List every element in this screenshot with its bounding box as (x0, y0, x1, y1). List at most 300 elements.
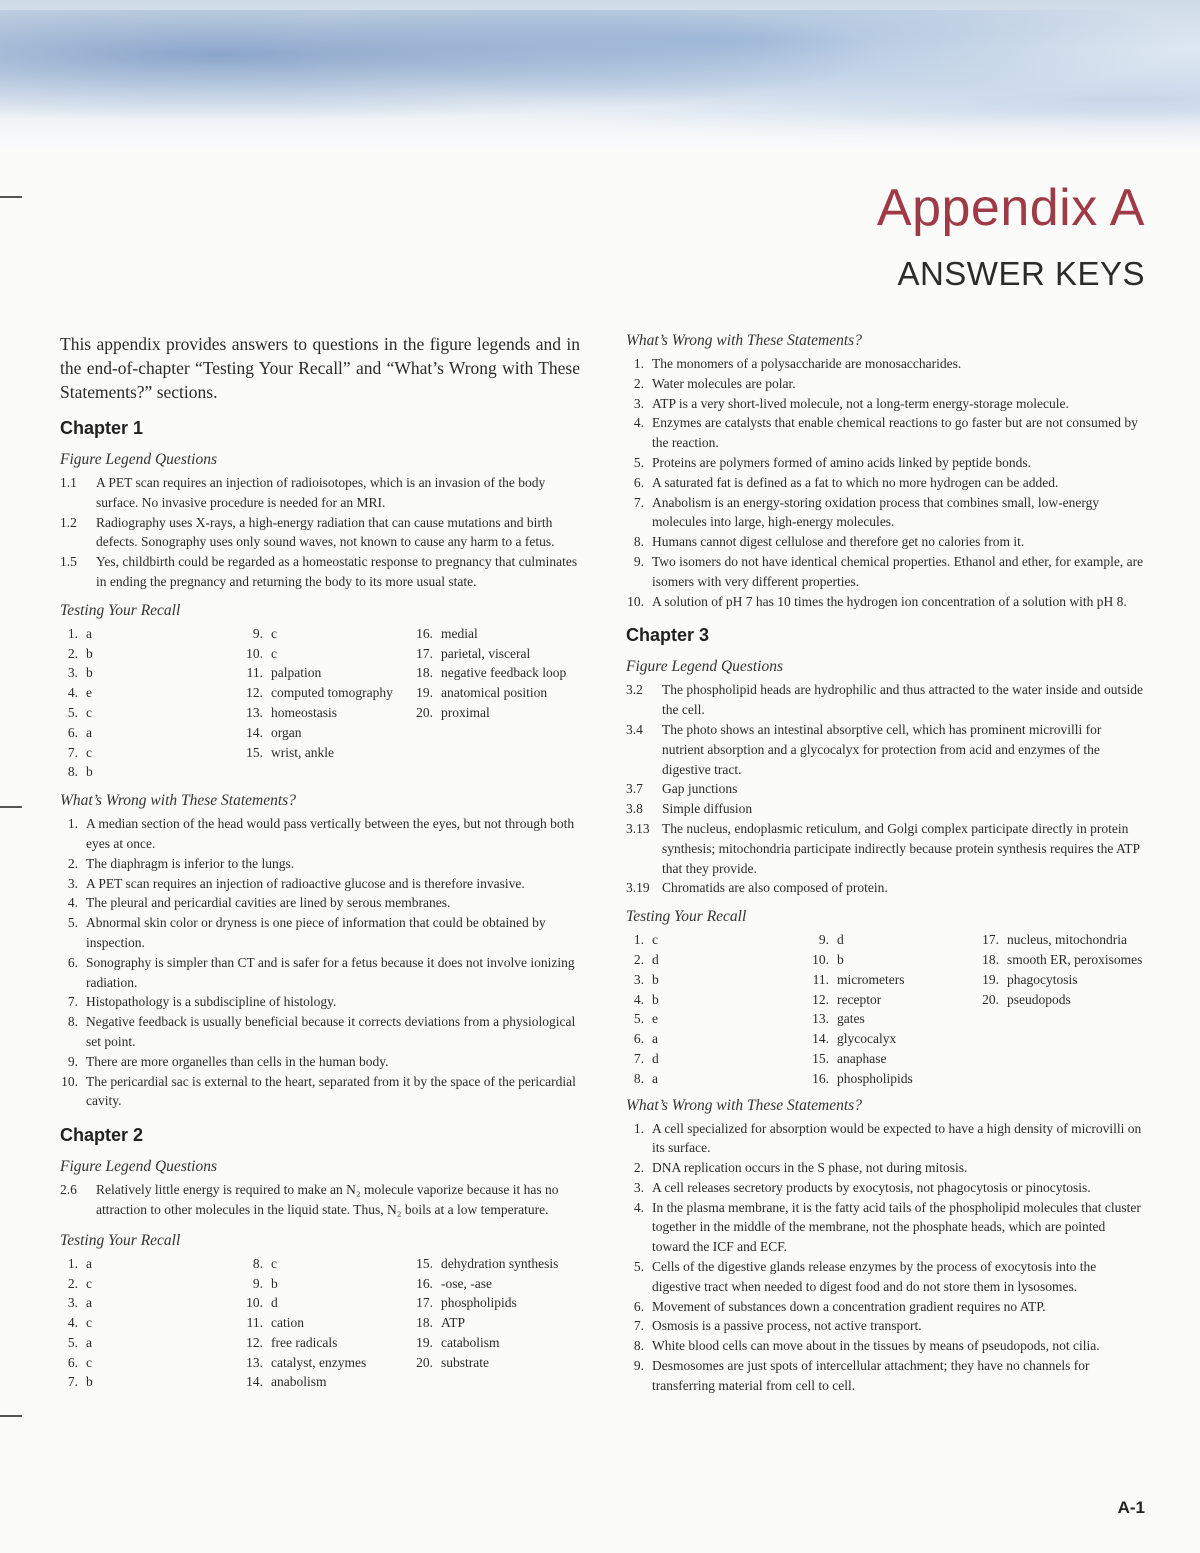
list-item (626, 552, 1146, 592)
list-item (626, 493, 1146, 533)
item-number: 2. (633, 375, 644, 391)
item-number: 8. (67, 1014, 78, 1030)
list-item (60, 473, 580, 513)
item-number: 3.19 (626, 880, 650, 896)
list-item (626, 1336, 1146, 1356)
recall-answer (60, 1254, 245, 1274)
item-number: 9. (67, 1053, 78, 1069)
item-text: d (652, 1050, 659, 1066)
item-text: a (86, 724, 92, 740)
item-text: nucleus, mitochondria (1007, 932, 1127, 948)
item-text: smooth ER, peroxisomes (1007, 951, 1143, 967)
whats-wrong-heading: What’s Wrong with These Statements? (626, 332, 862, 349)
recall-answer (811, 970, 981, 990)
edge-mark (0, 196, 22, 198)
recall-column (415, 1254, 580, 1393)
left-column (60, 332, 580, 1398)
recall-answer (811, 1009, 981, 1029)
ch3-whats-wrong-list (626, 1119, 1146, 1396)
item-number: 1. (67, 816, 78, 832)
item-text: Humans cannot digest cellulose and therefore get no calories from it. (652, 534, 1025, 550)
recall-answer (245, 743, 415, 763)
recall-answer (60, 1372, 245, 1392)
item-number: 20. (416, 704, 433, 720)
item-number: 8. (633, 534, 644, 550)
appendix-title: Appendix A (876, 179, 1145, 237)
recall-answer (245, 1254, 415, 1274)
list-item (60, 513, 580, 553)
header-banner (0, 0, 1200, 152)
item-text: In the plasma membrane, it is the fatty acid tails of the phospholipid molecules that cluster together in the middle of the membrane, not the phosphate heads, which are pointed toward the ICF and ECF. (652, 1199, 1141, 1255)
item-text: A cell specialized for absorption would be expected to have a high density of microvilli on its surface. (652, 1120, 1142, 1156)
item-number: 1.5 (60, 554, 77, 570)
item-text: wrist, ankle (271, 744, 334, 760)
item-text: The pericardial sac is external to the heart, separated from it by the space of the pericardial cavity. (86, 1073, 576, 1109)
item-number: 1. (67, 625, 78, 641)
list-item (626, 413, 1146, 453)
list-item (60, 913, 580, 953)
recall-answer (60, 1313, 245, 1333)
recall-answer (811, 1029, 981, 1049)
chapter-2-heading: Chapter 2 (60, 1125, 144, 1146)
item-number: 3. (67, 1295, 78, 1311)
item-number: 13. (246, 1354, 263, 1370)
item-text: b (86, 665, 93, 681)
item-number: 20. (416, 1354, 433, 1370)
ch2-figure-legend-list (60, 1180, 580, 1220)
recall-answer (60, 762, 245, 782)
item-text: The diaphragm is inferior to the lungs. (86, 855, 295, 871)
item-text: b (652, 971, 659, 987)
item-text: substrate (441, 1354, 489, 1370)
recall-answer (811, 990, 981, 1010)
item-number: 10. (627, 593, 644, 609)
item-number: 19. (982, 971, 999, 987)
item-text: Histopathology is a subdiscipline of histology. (86, 994, 337, 1010)
item-number: 1. (633, 932, 644, 948)
item-text: b (652, 991, 659, 1007)
item-number: 9. (252, 1275, 263, 1291)
recall-column (60, 1254, 245, 1393)
list-item (60, 552, 580, 592)
item-number: 6. (633, 1298, 644, 1314)
recall-answer (415, 1353, 580, 1373)
item-number: 5. (633, 1011, 644, 1027)
item-number: 4. (67, 895, 78, 911)
edge-mark (0, 1415, 22, 1417)
item-number: 7. (67, 994, 78, 1010)
list-item (626, 1198, 1146, 1257)
item-text: Abnormal skin color or dryness is one piece of information that could be obtained by inspection. (86, 915, 546, 950)
item-text: Enzymes are catalysts that enable chemical reactions to go faster but are not consumed by the reaction. (652, 415, 1138, 451)
item-text: negative feedback loop (441, 665, 567, 681)
recall-answer (415, 683, 580, 703)
recall-answer (626, 1029, 811, 1049)
item-text: a (86, 625, 92, 641)
recall-answer (245, 624, 415, 644)
recall-answer (415, 644, 580, 664)
item-text: c (271, 645, 277, 661)
ch1-whats-wrong-list (60, 814, 580, 1111)
list-item (60, 893, 580, 913)
item-number: 14. (246, 724, 263, 740)
item-number: 9. (252, 625, 263, 641)
item-number: 3. (67, 875, 78, 891)
item-number: 12. (812, 991, 829, 1007)
recall-answer (245, 703, 415, 723)
item-text: Cells of the digestive glands release enzymes by the process of exocytosis into the digestive tract when needed to digest food and do not store them in lysosomes. (652, 1259, 1097, 1294)
recall-column (981, 930, 1146, 1088)
item-number: 7. (67, 744, 78, 760)
item-number: 2. (67, 645, 78, 661)
item-number: 1.1 (60, 475, 77, 490)
item-number: 16. (812, 1070, 829, 1086)
item-number: 19. (416, 1334, 433, 1350)
item-text: Osmosis is a passive process, not active transport. (652, 1318, 922, 1334)
recall-answer (811, 930, 981, 950)
item-text: The photo shows an intestinal absorptive cell, which has prominent microvilli for nutrient absorption and a glycocalyx for protection from acid and enzymes of the digestive tract. (662, 721, 1102, 777)
item-text: proximal (441, 704, 490, 720)
item-number: 3. (633, 971, 644, 987)
item-number: 6. (633, 474, 644, 490)
list-item (626, 1178, 1146, 1198)
right-column (626, 332, 1146, 1396)
item-text: d (652, 951, 659, 967)
list-item (626, 354, 1146, 374)
item-text: receptor (837, 991, 882, 1007)
item-number: 1.2 (60, 514, 77, 530)
item-number: 2. (633, 1160, 644, 1176)
recall-answer (245, 1333, 415, 1353)
item-text: Relatively little energy is required to make an N₂ molecule vaporize because it has no attraction to other molecules in the liquid state. Thus, N₂ boils at a low temperature. (96, 1182, 559, 1217)
item-text: b (271, 1275, 278, 1291)
item-number: 6. (67, 954, 78, 970)
recall-answer (626, 930, 811, 950)
list-item (626, 779, 1146, 799)
list-item (626, 473, 1146, 493)
item-text: dehydration synthesis (441, 1255, 559, 1271)
item-text: A solution of pH 7 has 10 times the hydrogen ion concentration of a solution with pH 8. (652, 593, 1127, 609)
ch2-recall-grid (60, 1254, 580, 1393)
item-text: anabolism (271, 1374, 327, 1390)
recall-answer (811, 1069, 981, 1089)
list-item (626, 720, 1146, 779)
ch3-figure-legend-list (626, 680, 1146, 898)
whats-wrong-heading: What’s Wrong with These Statements? (626, 1096, 862, 1114)
recall-answer (60, 1353, 245, 1373)
recall-answer (60, 624, 245, 644)
recall-answer (60, 703, 245, 723)
list-item (60, 1180, 580, 1220)
item-number: 12. (246, 1334, 263, 1350)
list-item (626, 1356, 1146, 1396)
item-number: 11. (812, 971, 829, 987)
recall-answer (60, 663, 245, 683)
item-number: 2. (67, 855, 78, 871)
item-text: catabolism (441, 1334, 500, 1350)
testing-recall-heading: Testing Your Recall (626, 908, 747, 926)
testing-recall-heading: Testing Your Recall (60, 601, 181, 619)
figure-legend-heading: Figure Legend Questions (626, 658, 783, 676)
recall-answer (60, 683, 245, 703)
item-text: a (652, 1031, 658, 1047)
item-number: 3. (633, 1179, 644, 1195)
item-number: 8. (252, 1255, 263, 1271)
item-text: Desmosomes are just spots of intercellular attachment; they have no channels for transferring material from cell to cell. (652, 1358, 1090, 1393)
list-item (626, 1257, 1146, 1297)
item-number: 18. (416, 1315, 433, 1331)
chapter-1-heading: Chapter 1 (60, 418, 144, 438)
item-number: 5. (67, 704, 78, 720)
item-number: 5. (67, 915, 78, 931)
item-number: 3. (67, 665, 78, 681)
recall-column (415, 624, 580, 782)
item-number: 4. (633, 1199, 644, 1215)
recall-column (811, 930, 981, 1088)
item-text: medial (441, 625, 478, 641)
recall-answer (245, 1372, 415, 1392)
item-number: 9. (633, 553, 644, 569)
list-item (60, 992, 580, 1012)
item-text: Radiography uses X-rays, a high-energy radiation that can cause mutations and birth defects. Sonography uses only sound waves, not known to cause any harm to a fetus. (96, 514, 555, 550)
item-number: 14. (246, 1374, 263, 1390)
item-text: e (86, 685, 92, 701)
item-number: 16. (416, 1275, 433, 1291)
item-number: 6. (67, 724, 78, 740)
list-item (626, 394, 1146, 414)
recall-answer (415, 1333, 580, 1353)
item-number: 5. (633, 1259, 644, 1275)
item-number: 20. (982, 991, 999, 1007)
item-number: 8. (633, 1070, 644, 1086)
item-text: Simple diffusion (662, 801, 753, 817)
item-text: a (652, 1070, 658, 1086)
item-number: 1. (633, 356, 644, 371)
item-number: 13. (812, 1011, 829, 1027)
item-number: 9. (633, 1358, 644, 1374)
item-number: 15. (246, 744, 263, 760)
item-number: 4. (67, 685, 78, 701)
item-number: 5. (67, 1334, 78, 1350)
item-number: 17. (982, 932, 999, 948)
ch2-whats-wrong-list (626, 354, 1146, 611)
item-text: a (86, 1255, 92, 1271)
item-text: The phospholipid heads are hydrophilic and thus attracted to the water inside and outside the cell. (662, 682, 1143, 718)
item-text: micrometers (837, 971, 905, 987)
item-text: c (271, 625, 277, 641)
item-number: 1. (67, 1255, 78, 1271)
item-number: 17. (416, 1295, 433, 1311)
item-text: Chromatids are also composed of protein. (662, 880, 888, 896)
item-text: c (652, 932, 658, 948)
item-text: c (86, 704, 92, 720)
item-text: Yes, childbirth could be regarded as a homeostatic response to pregnancy that culminates in ending the pregnancy and returning the body to its more usual state. (96, 554, 578, 589)
item-text: A saturated fat is defined as a fat to which no more hydrogen can be added. (652, 474, 1059, 490)
item-text: Proteins are polymers formed of amino acids linked by peptide bonds. (652, 454, 1032, 470)
item-number: 17. (416, 645, 433, 661)
item-text: The pleural and pericardial cavities are lined by serous membranes. (86, 895, 451, 911)
recall-answer (981, 930, 1146, 950)
item-text: b (837, 951, 844, 967)
ch1-figure-legend-list (60, 473, 580, 592)
item-text: catalyst, enzymes (271, 1354, 367, 1370)
item-text: c (86, 744, 92, 760)
recall-answer (245, 1274, 415, 1294)
item-number: 9. (818, 932, 829, 948)
recall-answer (60, 1293, 245, 1313)
item-number: 6. (633, 1031, 644, 1047)
item-text: phagocytosis (1007, 971, 1078, 987)
item-number: 3.13 (626, 820, 650, 836)
appendix-subtitle: ANSWER KEYS (897, 255, 1145, 292)
item-text: organ (271, 724, 302, 740)
item-number: 12. (246, 685, 263, 701)
item-number: 10. (812, 951, 829, 967)
list-item (626, 592, 1146, 612)
recall-answer (981, 950, 1146, 970)
item-text: pseudopods (1007, 991, 1071, 1007)
item-text: e (652, 1011, 658, 1027)
item-text: -ose, -ase (441, 1275, 492, 1291)
item-number: 18. (982, 951, 999, 967)
list-item (626, 819, 1146, 878)
chapter-3-heading: Chapter 3 (626, 625, 710, 646)
item-number: 13. (246, 704, 263, 720)
list-item (626, 1316, 1146, 1336)
item-number: 7. (67, 1374, 78, 1390)
recall-answer (60, 644, 245, 664)
item-text: A median section of the head would pass vertically between the eyes, but not through both eyes at once. (86, 816, 575, 851)
list-item (60, 854, 580, 874)
ch1-recall-grid (60, 624, 580, 782)
item-number: 4. (633, 415, 644, 431)
item-text: ATP is a very short-lived molecule, not a long-term energy-storage molecule. (652, 395, 1069, 411)
item-number: 10. (246, 1295, 263, 1311)
recall-answer (626, 1009, 811, 1029)
recall-answer (415, 624, 580, 644)
item-text: b (86, 764, 93, 780)
recall-answer (626, 970, 811, 990)
item-number: 2. (67, 1275, 78, 1291)
recall-answer (626, 1049, 811, 1069)
recall-answer (245, 1353, 415, 1373)
item-number: 15. (812, 1050, 829, 1066)
whats-wrong-heading: What’s Wrong with These Statements? (60, 792, 296, 810)
list-item (60, 1052, 580, 1072)
recall-answer (981, 990, 1146, 1010)
item-text: gates (837, 1011, 865, 1027)
item-text: c (271, 1255, 277, 1271)
item-number: 7. (633, 1050, 644, 1066)
testing-recall-heading: Testing Your Recall (60, 1231, 181, 1249)
recall-column (626, 930, 811, 1088)
list-item (626, 1119, 1146, 1159)
recall-answer (415, 1274, 580, 1294)
recall-answer (60, 1333, 245, 1353)
recall-column (245, 1254, 415, 1393)
recall-answer (981, 970, 1146, 990)
item-text: Negative feedback is usually beneficial because it corrects deviations from a physiological set point. (86, 1014, 576, 1049)
item-text: phospholipids (837, 1070, 913, 1086)
item-text: The nucleus, endoplasmic reticulum, and Golgi complex participate directly in protein synthesis; mitochondria participate indirectly because protein synthesis requires the ATP that they provide. (662, 820, 1140, 876)
item-text: d (271, 1295, 278, 1311)
item-text: Water molecules are polar. (652, 375, 796, 391)
item-number: 10. (61, 1073, 78, 1089)
recall-answer (626, 990, 811, 1010)
item-text: b (86, 1374, 93, 1390)
item-number: 2. (633, 951, 644, 967)
list-item (626, 1158, 1146, 1178)
list-item (626, 680, 1146, 720)
item-text: anaphase (837, 1050, 887, 1066)
recall-answer (245, 663, 415, 683)
ch3-recall-grid (626, 930, 1146, 1088)
recall-column (245, 624, 415, 782)
list-item (626, 453, 1146, 473)
item-number: 18. (416, 665, 433, 681)
item-number: 10. (246, 645, 263, 661)
item-text: homeostasis (271, 704, 337, 720)
list-item (626, 374, 1146, 394)
recall-answer (415, 1313, 580, 1333)
list-item (60, 1072, 580, 1112)
item-text: free radicals (271, 1334, 338, 1350)
list-item (626, 799, 1146, 819)
page-number: A-1 (1117, 1498, 1145, 1517)
recall-answer (626, 1069, 811, 1089)
item-text: Gap junctions (662, 781, 738, 797)
item-text: palpation (271, 665, 322, 681)
item-number: 11. (246, 1315, 263, 1331)
recall-answer (811, 950, 981, 970)
item-text: A PET scan requires an injection of radioisotopes, which is an invasion of the body surface. No invasive procedure is needed for an MRI. (96, 475, 546, 510)
item-number: 3.8 (626, 801, 643, 817)
recall-answer (626, 950, 811, 970)
item-text: Sonography is simpler than CT and is safer for a fetus because it does not involve ionizing radiation. (86, 954, 575, 990)
recall-answer (60, 743, 245, 763)
item-text: computed tomography (271, 685, 393, 701)
recall-answer (60, 1274, 245, 1294)
list-item (60, 1012, 580, 1052)
recall-answer (245, 1313, 415, 1333)
list-item (626, 1297, 1146, 1317)
item-text: White blood cells can move about in the tissues by means of pseudopods, not cilia. (652, 1338, 1100, 1354)
item-number: 3.4 (626, 721, 643, 737)
item-text: d (837, 932, 844, 948)
list-item (60, 953, 580, 993)
item-number: 5. (633, 454, 644, 470)
item-number: 15. (416, 1255, 433, 1271)
recall-column (60, 624, 245, 782)
item-text: cation (271, 1315, 304, 1331)
item-number: 3.2 (626, 682, 643, 698)
item-text: parietal, visceral (441, 645, 531, 661)
recall-answer (245, 723, 415, 743)
item-number: 8. (67, 764, 78, 780)
list-item (626, 878, 1146, 898)
item-number: 6. (67, 1354, 78, 1370)
item-number: 3.7 (626, 781, 643, 797)
figure-legend-heading: Figure Legend Questions (60, 451, 217, 468)
intro-paragraph: This appendix provides answers to questions in the figure legends and in the end-of-chapter “Testing Your Recall” and “What’s Wrong with These Statements?” sections. (60, 334, 580, 402)
item-number: 14. (812, 1031, 829, 1047)
item-text: The monomers of a polysaccharide are monosaccharides. (652, 356, 962, 371)
list-item (60, 874, 580, 894)
item-number: 4. (67, 1315, 78, 1331)
item-text: a (86, 1334, 92, 1350)
item-text: Two isomers do not have identical chemical properties. Ethanol and ether, for example, are isomers with very different properties. (652, 553, 1144, 589)
list-item (60, 814, 580, 854)
